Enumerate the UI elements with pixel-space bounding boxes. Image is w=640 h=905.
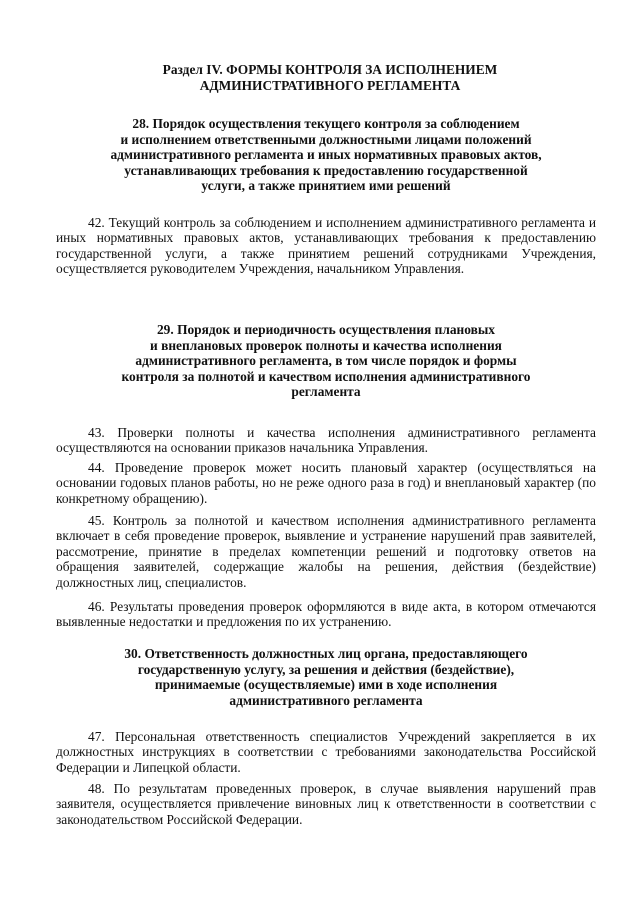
subsection-heading-30 [56, 646, 596, 708]
heading-line: и исполнением ответственными должностными лицами положений [120, 131, 532, 147]
heading-line: 30. Ответственность должностных лиц органа, предоставляющего [124, 646, 528, 661]
paragraph-text: 48. По результатам проведенных проверок, в случае выявления нарушений прав заявителя, осуществляется привлечение виновных лиц к ответственности в соответствии с законодательством Российской Федерации. [56, 781, 596, 827]
heading-line: административного регламента, в том числе порядок и формы [135, 353, 517, 368]
heading-line: контроля за полнотой и качеством исполнения административного [121, 368, 531, 384]
heading-line: административного регламента [229, 692, 423, 708]
paragraph-text: 47. Персональная ответственность специалистов Учреждений закрепляется в их должностных инструкциях в соответствии с требованиями законодательства Российской Федерации и Липецкой области. [56, 729, 596, 775]
subsection-heading-29 [56, 322, 596, 400]
heading-line: 29. Порядок и периодичность осуществления плановых [156, 322, 496, 337]
paragraph-47 [56, 729, 596, 775]
paragraph-42 [56, 215, 596, 277]
heading-line: административного регламента и иных нормативных правовых актов, [110, 147, 542, 162]
heading-line: и внеплановых проверок полноты и качества исполнения [150, 337, 502, 353]
subsection-heading-28 [56, 116, 596, 194]
heading-line: устанавливающих требования к предоставлению государственной [124, 162, 528, 178]
paragraph-48 [56, 781, 596, 827]
paragraph-text: 45. Контроль за полнотой и качеством исполнения административного регламента включает в себя проведение проверок, выявление и устранение нарушений прав заявителей, рассмотрение, принятие в пределах компетенции решений и подготовку ответов на обращения заявителей, содержащие жалобы на решения, действия (бездействие) должностных лиц, специалистов. [56, 513, 596, 590]
paragraph-text: 43. Проверки полноты и качества исполнения административного регламента осуществляются на основании приказов начальника Управления. [56, 425, 596, 456]
heading-line: 28. Порядок осуществления текущего контроля за соблюдением [132, 116, 520, 131]
paragraph-46 [56, 599, 596, 630]
heading-line: принимаемые (осуществляемые) ими в ходе исполнения [154, 677, 498, 692]
paragraph-text: 44. Проведение проверок может носить плановый характер (осуществляться на основании годовых планов работы, но не реже одного раза в год) и внеплановый характер (по конкретному обращению). [56, 460, 596, 506]
heading-line: регламента [291, 384, 361, 399]
section-title-line-1: Раздел IV. ФОРМЫ КОНТРОЛЯ ЗА ИСПОЛНЕНИЕМ [162, 62, 498, 77]
paragraph-44 [56, 460, 596, 506]
paragraph-text: 46. Результаты проведения проверок оформляются в виде акта, в котором отмечаются выявленные недостатки и предложения по их устранению. [56, 599, 596, 630]
paragraph-text: 42. Текущий контроль за соблюдением и исполнением административного регламента и иных нормативных правовых актов, устанавливающих требования к предоставлению государственной услуги, а также принятием решений сотрудниками Учреждения, осуществляется руководителем Учреждения, начальником Управления. [56, 215, 596, 277]
heading-line: государственную услугу, за решения и действия (бездействие), [137, 661, 515, 677]
section-title-line-2: АДМИНИСТРАТИВНОГО РЕГЛАМЕНТА [199, 77, 461, 93]
paragraph-45 [56, 513, 596, 590]
paragraph-43 [56, 425, 596, 456]
heading-line: услуги, а также принятием ими решений [201, 178, 451, 193]
section-title [60, 62, 600, 93]
